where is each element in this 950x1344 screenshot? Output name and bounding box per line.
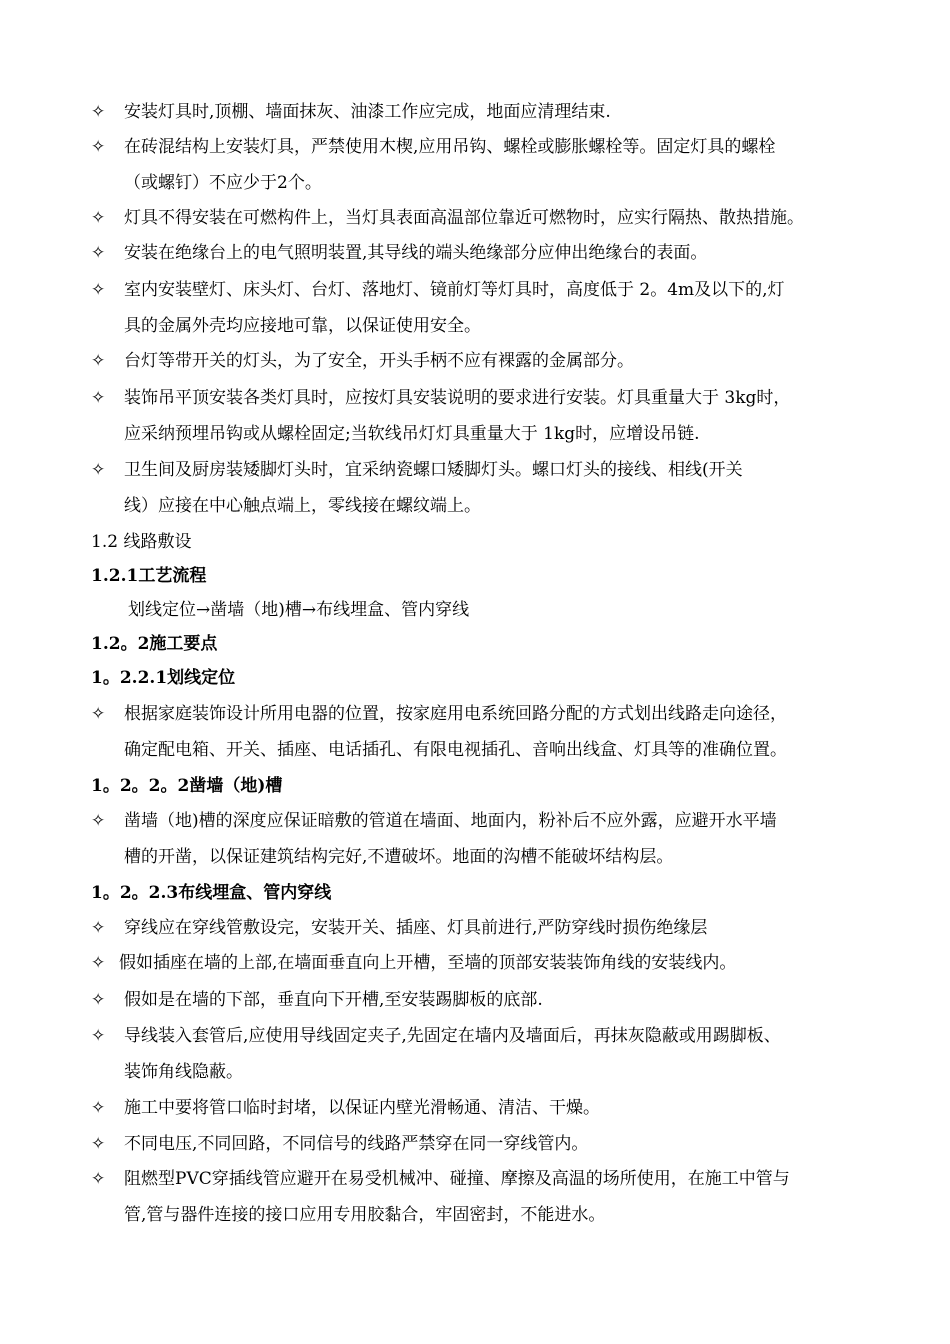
list-item [0,911,950,945]
bullet-icon: ✧ [91,1098,106,1118]
list-item-text: 装饰角线隐蔽。 [124,1062,243,1082]
list-item-continuation [0,733,950,767]
heading-text: 1.2 线路敷设 [91,532,192,552]
list-item-continuation [0,309,950,343]
bullet-icon: ✧ [91,1134,106,1154]
list-item-text: 假如是在墙的下部，垂直向下开槽,至安装踢脚板的底部. [124,990,543,1010]
list-item-text: 卫生间及厨房装矮脚灯头时，宜采纳瓷螺口矮脚灯头。螺口灯头的接线、相线(开关 [124,460,743,480]
list-item-text: （或螺钉）不应少于2个。 [124,173,322,193]
list-item [0,697,950,731]
list-item [0,344,950,378]
bullet-icon: ✧ [91,811,106,831]
list-item-text: 阻燃型PVC穿插线管应避开在易受机械冲、碰撞、摩擦及高温的场所使用，在施工中管与 [124,1169,790,1189]
list-item-text: 安装在绝缘台上的电气照明装置,其导线的端头绝缘部分应伸出绝缘台的表面。 [124,243,708,263]
list-item-text: 凿墙（地)槽的深度应保证暗敷的管道在墙面、地面内，粉补后不应外露，应避开水平墙 [124,811,777,831]
list-item-text: 灯具不得安装在可燃构件上，当灯具表面高温部位靠近可燃物时，应实行隔热、散热措施。 [124,208,804,228]
list-item-text: 槽的开凿，以保证建筑结构完好,不遭破坏。地面的沟槽不能破坏结构层。 [124,847,674,867]
list-item [0,1162,950,1196]
list-item [0,1091,950,1125]
list-item-text: 应采纳预埋吊钩或从螺栓固定;当软线吊灯灯具重量大于 1kg时，应增设吊链. [124,424,700,444]
bullet-icon: ✧ [91,953,106,973]
list-item-text: 在砖混结构上安装灯具，严禁使用木楔,应用吊钩、螺栓或膨胀螺栓等。固定灯具的螺栓 [124,137,776,157]
list-item-text: 施工中要将管口临时封堵，以保证内壁光滑畅通、清洁、干燥。 [124,1098,600,1118]
bullet-icon: ✧ [91,243,106,263]
list-item-continuation [0,840,950,874]
list-item [0,273,950,307]
list-item-text: 装饰吊平顶安装各类灯具时，应按灯具安装说明的要求进行安装。灯具重量大于 3kg时， [124,388,791,408]
bullet-icon: ✧ [91,460,106,480]
process-flow-text: 划线定位→凿墙（地)槽→布线埋盒、管内穿线 [128,600,470,620]
bullet-icon: ✧ [91,102,106,122]
list-item-text: 具的金属外壳均应接地可靠，以保证使用安全。 [124,316,481,336]
bullet-icon: ✧ [91,208,106,228]
bullet-icon: ✧ [91,137,106,157]
section-heading [0,559,950,593]
bullet-icon: ✧ [91,1026,106,1046]
bullet-icon: ✧ [91,1169,106,1189]
process-flow [0,593,950,627]
list-item-text: 线）应接在中心触点端上，零线接在螺纹端上。 [124,496,481,516]
section-heading [0,525,950,559]
list-item [0,130,950,164]
list-item [0,1127,950,1161]
list-item-text: 假如插座在墙的上部,在墙面垂直向上开槽，至墙的顶部安装装饰角线的安装线内。 [119,953,737,973]
bullet-icon: ✧ [91,704,106,724]
heading-text: 1.2。2施工要点 [91,634,218,654]
list-item-text: 安装灯具时,顶棚、墙面抹灰、油漆工作应完成，地面应清理结束. [124,102,611,122]
list-item [0,236,950,270]
list-item [0,95,950,129]
section-heading [0,627,950,661]
list-item-continuation [0,417,950,451]
list-item [0,946,950,980]
list-item-continuation [0,489,950,523]
list-item-text: 室内安装壁灯、床头灯、台灯、落地灯、镜前灯等灯具时，高度低于 2。4m及以下的,灯 [124,280,785,300]
section-heading [0,661,950,695]
list-item-continuation [0,1198,950,1232]
bullet-icon: ✧ [91,351,106,371]
list-item-continuation [0,166,950,200]
list-item [0,453,950,487]
bullet-icon: ✧ [91,918,106,938]
list-item [0,804,950,838]
list-item-text: 导线装入套管后,应使用导线固定夹子,先固定在墙内及墙面后，再抹灰隐蔽或用踢脚板、 [124,1026,781,1046]
list-item-continuation [0,1055,950,1089]
list-item [0,983,950,1017]
bullet-icon: ✧ [91,280,106,300]
list-item [0,381,950,415]
list-item-text: 台灯等带开关的灯头，为了安全，开头手柄不应有裸露的金属部分。 [124,351,634,371]
list-item-text: 管,管与器件连接的接口应用专用胶黏合，牢固密封，不能进水。 [124,1205,606,1225]
list-item-text: 根据家庭装饰设计所用电器的位置，按家庭用电系统回路分配的方式划出线路走向途径， [124,704,787,724]
bullet-icon: ✧ [91,388,106,408]
list-item [0,201,950,235]
heading-text: 1。2.2.1划线定位 [91,668,236,688]
list-item-text: 穿线应在穿线管敷设完，安装开关、插座、灯具前进行,严防穿线时损伤绝缘层 [124,918,708,938]
bullet-icon: ✧ [91,990,106,1010]
section-heading [0,876,950,910]
section-heading [0,769,950,803]
list-item-text: 不同电压,不同回路，不同信号的线路严禁穿在同一穿线管内。 [124,1134,589,1154]
heading-text: 1。2。2.3布线埋盒、管内穿线 [91,883,332,903]
heading-text: 1。2。2。2凿墙（地)槽 [91,776,283,796]
heading-text: 1.2.1工艺流程 [91,566,207,586]
list-item [0,1019,950,1053]
list-item-text: 确定配电箱、开关、插座、电话插孔、有限电视插孔、音响出线盒、灯具等的准确位置。 [124,740,787,760]
